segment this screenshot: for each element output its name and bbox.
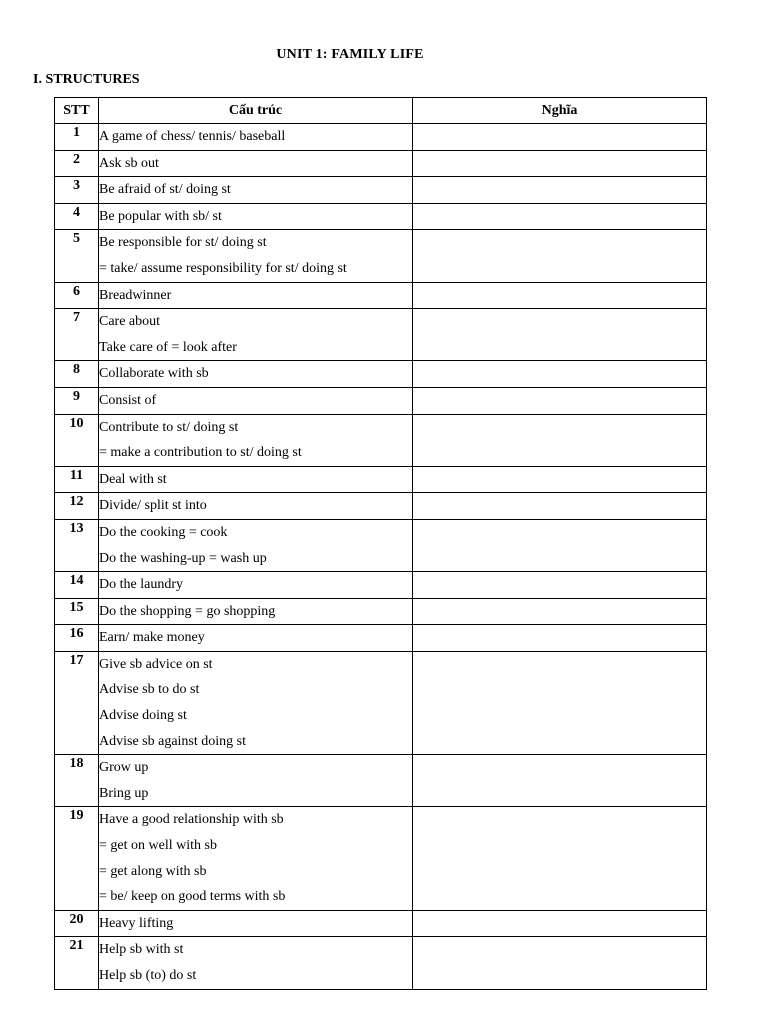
row-number: 9 xyxy=(55,387,99,414)
row-number: 8 xyxy=(55,361,99,388)
row-number: 3 xyxy=(55,177,99,204)
structure-cell xyxy=(99,282,413,309)
structure-line: Care about xyxy=(99,314,161,330)
structure-cell xyxy=(99,414,413,466)
meaning-cell xyxy=(413,414,707,466)
structure-cell xyxy=(99,493,413,520)
table-row xyxy=(55,414,707,466)
table-row xyxy=(55,466,707,493)
row-number: 12 xyxy=(55,493,99,520)
structure-line: Give sb advice on st xyxy=(99,656,213,672)
meaning-cell xyxy=(413,124,707,151)
structure-line: Consist of xyxy=(99,392,157,408)
structure-cell xyxy=(99,807,413,910)
meaning-cell xyxy=(413,519,707,571)
row-number: 18 xyxy=(55,755,99,807)
row-number: 15 xyxy=(55,598,99,625)
structure-cell xyxy=(99,177,413,204)
structure-line: Do the laundry xyxy=(99,577,183,593)
structure-cell xyxy=(99,203,413,230)
row-number: 10 xyxy=(55,414,99,466)
meaning-cell xyxy=(413,651,707,754)
row-number: 7 xyxy=(55,309,99,361)
table-row xyxy=(55,598,707,625)
row-number: 20 xyxy=(55,910,99,937)
meaning-cell xyxy=(413,598,707,625)
structure-line: Do the cooking = cook xyxy=(99,524,228,540)
row-number: 1 xyxy=(55,124,99,151)
structure-cell xyxy=(99,361,413,388)
structure-cell xyxy=(99,755,413,807)
meaning-cell xyxy=(413,387,707,414)
header-stt: STT xyxy=(55,98,99,124)
structure-line: Earn/ make money xyxy=(99,630,205,646)
structure-line: Help sb with st xyxy=(99,942,184,958)
row-number: 2 xyxy=(55,150,99,177)
structure-line: Take care of = look after xyxy=(99,339,237,355)
meaning-cell xyxy=(413,282,707,309)
meaning-cell xyxy=(413,910,707,937)
table-row xyxy=(55,937,707,989)
structures-table xyxy=(54,97,707,990)
structure-cell xyxy=(99,519,413,571)
structure-line: Be popular with sb/ st xyxy=(99,208,222,224)
structure-line: Breadwinner xyxy=(99,287,172,303)
structure-cell xyxy=(99,230,413,282)
structure-cell xyxy=(99,150,413,177)
meaning-cell xyxy=(413,150,707,177)
structure-line: Do the shopping = go shopping xyxy=(99,603,276,619)
structure-line: Help sb (to) do st xyxy=(99,968,197,983)
table-row xyxy=(55,910,707,937)
row-number: 19 xyxy=(55,807,99,910)
meaning-cell xyxy=(413,361,707,388)
meaning-cell xyxy=(413,309,707,361)
structure-line: Bring up xyxy=(99,785,149,801)
table-row xyxy=(55,572,707,599)
table-row xyxy=(55,203,707,230)
row-number: 21 xyxy=(55,937,99,989)
structure-line: Ask sb out xyxy=(99,155,159,171)
table-row xyxy=(55,625,707,652)
structure-line: = get on well with sb xyxy=(99,838,217,854)
structure-cell xyxy=(99,625,413,652)
table-row xyxy=(55,282,707,309)
table-row xyxy=(55,150,707,177)
structure-line: Advise doing st xyxy=(99,708,187,724)
structure-line: A game of chess/ tennis/ baseball xyxy=(99,129,286,144)
structure-line: = be/ keep on good terms with sb xyxy=(99,889,286,905)
structure-cell xyxy=(99,309,413,361)
table-row xyxy=(55,755,707,807)
header-structure: Cấu trúc xyxy=(99,98,413,124)
header-meaning: Nghĩa xyxy=(413,98,707,124)
structure-line: = get along with sb xyxy=(99,863,207,879)
structure-line: Heavy lifting xyxy=(99,915,174,931)
meaning-cell xyxy=(413,755,707,807)
structure-cell xyxy=(99,598,413,625)
row-number: 16 xyxy=(55,625,99,652)
row-number: 14 xyxy=(55,572,99,599)
structure-line: = make a contribution to st/ doing st xyxy=(99,445,302,461)
table-row xyxy=(55,230,707,282)
meaning-cell xyxy=(413,572,707,599)
meaning-cell xyxy=(413,937,707,989)
document-title: UNIT 1: FAMILY LIFE xyxy=(276,47,424,62)
structure-line: Contribute to st/ doing st xyxy=(99,419,239,435)
section-heading: I. STRUCTURES xyxy=(33,72,140,87)
row-number: 17 xyxy=(55,651,99,754)
table-row xyxy=(55,309,707,361)
structure-line: Advise sb to do st xyxy=(99,682,200,698)
structure-line: Be afraid of st/ doing st xyxy=(99,182,231,198)
meaning-cell xyxy=(413,493,707,520)
structure-cell xyxy=(99,651,413,754)
structure-cell xyxy=(99,572,413,599)
table-row xyxy=(55,361,707,388)
meaning-cell xyxy=(413,625,707,652)
structure-line: Collaborate with sb xyxy=(99,366,209,382)
table-row xyxy=(55,387,707,414)
table-row xyxy=(55,807,707,910)
structure-line: Advise sb against doing st xyxy=(99,733,246,749)
table-row xyxy=(55,519,707,571)
meaning-cell xyxy=(413,230,707,282)
row-number: 6 xyxy=(55,282,99,309)
table-body xyxy=(55,124,707,990)
structure-line: Deal with st xyxy=(99,471,167,487)
row-number: 5 xyxy=(55,230,99,282)
table-row xyxy=(55,493,707,520)
structure-line: Grow up xyxy=(99,760,149,776)
meaning-cell xyxy=(413,807,707,910)
row-number: 11 xyxy=(55,466,99,493)
meaning-cell xyxy=(413,177,707,204)
meaning-cell xyxy=(413,203,707,230)
table-row xyxy=(55,124,707,151)
row-number: 4 xyxy=(55,203,99,230)
table-header-row xyxy=(55,98,707,124)
structure-cell xyxy=(99,937,413,989)
structure-line: Be responsible for st/ doing st xyxy=(99,235,267,251)
row-number: 13 xyxy=(55,519,99,571)
meaning-cell xyxy=(413,466,707,493)
structure-line: Do the washing-up = wash up xyxy=(99,550,267,566)
table-row xyxy=(55,177,707,204)
structure-line: Divide/ split st into xyxy=(99,498,207,514)
table-row xyxy=(55,651,707,754)
structure-line: Have a good relationship with sb xyxy=(99,812,284,828)
structure-cell xyxy=(99,387,413,414)
structure-cell xyxy=(99,466,413,493)
structure-cell xyxy=(99,124,413,151)
structure-line: = take/ assume responsibility for st/ doing st xyxy=(99,260,347,276)
structure-cell xyxy=(99,910,413,937)
